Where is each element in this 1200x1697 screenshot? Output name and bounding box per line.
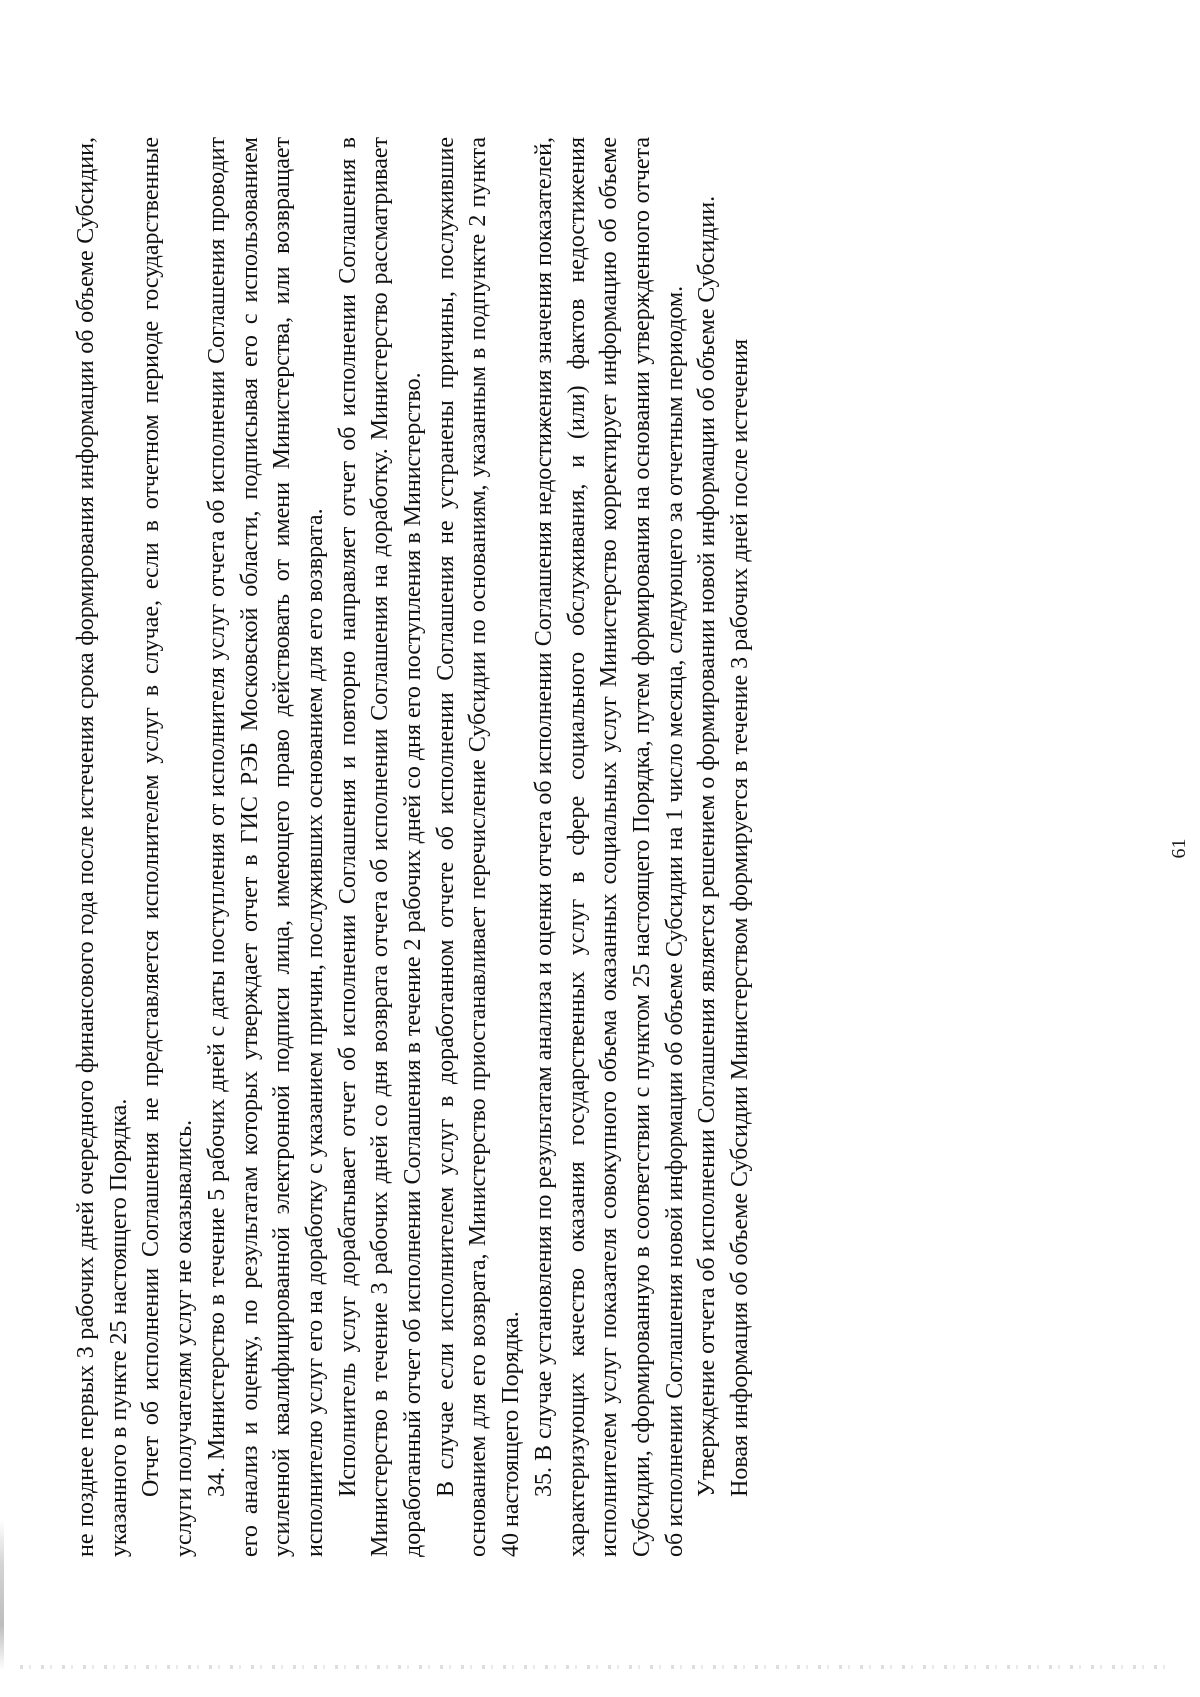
paragraph-5: В случае если исполнителем услуг в доработанном отчете об исполнении Соглашения не устранены причины, послужившие основанием для его возврата, Министерство приостанавливает перечисление Субсидии по основаниям, указанным в подпункте 2 пункта 40 настоящего Порядка. [432,137,525,1557]
paragraph-7: Утверждение отчета об исполнении Соглашения является решением о формировании новой информации об объеме Субсидии. [694,195,721,1497]
paragraph-8: Новая информация об объеме Субсидии Министерством формируется в течение 3 рабочих дней после истечения [727,338,754,1497]
paragraph-4: Исполнитель услуг дорабатывает отчет об исполнении Соглашения и повторно направляет отчет об исполнении Соглашения в Министерство в течение 3 рабочих дней со дня возврата отчета об исполнении Соглашения на доработку. Министерство рассматривает доработанный отчет об исполнении Соглашения в течение 2 рабочих дней со дня его поступления в Министерство. [334,137,427,1557]
paragraph-1: не позднее первых 3 рабочих дней очередного финансового года после истечения срока формирования информации об объеме Субсидии, указанного в пункте 25 настоящего Порядка. [73,137,132,1557]
document-body [70,137,1100,1557]
paragraph-3: 34. Министерство в течение 5 рабочих дней с даты поступления от исполнителя услуг отчета об исполнении Соглашения проводит его анализ и оценку, по результатам которых утверждает отчет в ГИС РЭБ Московской области, подписывая его с использованием усиленной квалифицированной электронной подписи лица, имеющего право действовать от имени Министерства, или возвращает исполнителю услуг его на доработку с указанием причин, послуживших основанием для его возврата. [203,137,328,1557]
page-number: 61 [1168,838,1190,859]
paragraph-2: Отчет об исполнении Соглашения не представляется исполнителем услуг в случае, если в отчетном периоде государственные услуги получателям услуг не оказывались. [138,137,198,1557]
paragraph-6: 35. В случае установления по результатам анализа и оценки отчета об исполнении Соглашения недостижения значения показателей, характеризующих качество оказания государственных услуг в сфере социального обслуживания, и (или) фактов недостижения исполнителем услуг показателя совокупного объема оказанных социальных услуг Министерство корректирует информацию об объеме Субсидии, сформированную в соответствии с пунктом 25 настоящего Порядка, путем формирования на основании утвержденного отчета об исполнении Соглашения новой информации об объеме Субсидии на 1 число месяца, следующего за отчетным периодом. [530,137,688,1557]
